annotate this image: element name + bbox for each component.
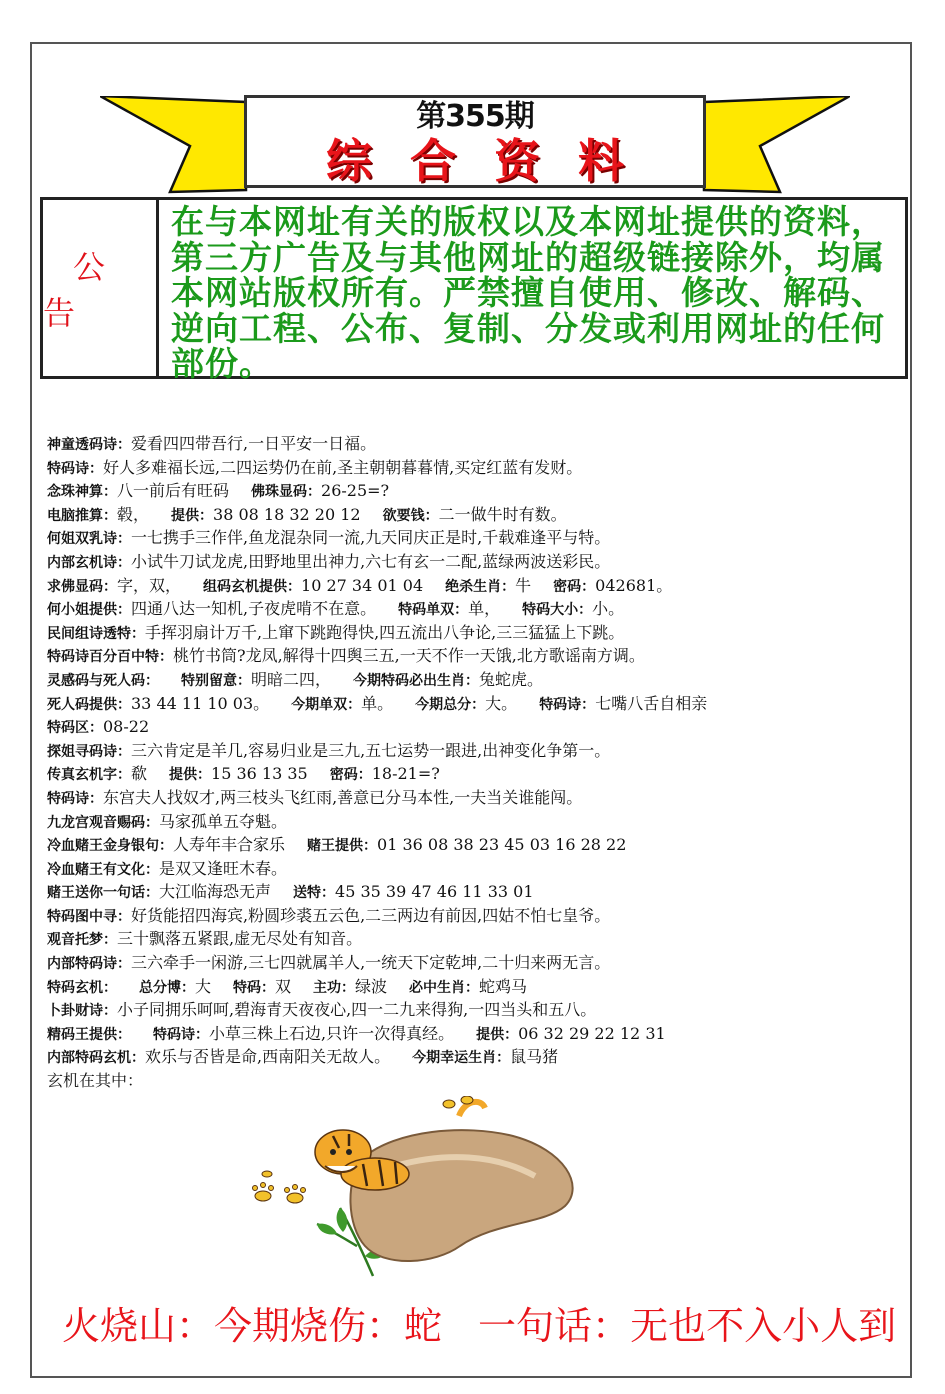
line-label: 密码： [553,578,596,595]
line-label: 内部玄机诗： [47,554,131,571]
line-value: 欢乐与否皆是命,西南阳关无故人。 [145,1047,391,1067]
line-value: 牛 [515,575,532,595]
line-label: 送特： [293,885,336,902]
line-label: 死人码提供： [47,696,131,713]
content-line [47,479,907,503]
line-label: 赌王提供： [307,838,378,855]
line-value: 小试牛刀试龙虎,田野地里出神力,六七有玄一二配,蓝绿两波送彩民。 [131,551,611,571]
content-line [47,904,907,928]
line-label: 绝杀生肖： [445,578,516,595]
line-label: 冷血赌王有文化： [47,861,159,878]
saying-label: 一句话： [478,1304,631,1348]
line-value: 三六肯定是羊几,容易归业是三九,五七运势一跟进,出神变化争第一。 [131,740,611,760]
tiger-illustration [245,1096,635,1286]
content-line [47,550,907,574]
line-value: 大江临海恐无声 [159,882,272,902]
line-label: 特码玄机： [47,979,117,996]
line-label: 特码区： [47,720,103,737]
line-label: 特码图中寻： [47,908,131,925]
content-line [47,810,907,834]
line-label: 今期特码必出生肖： [353,672,480,689]
page-title: 综合资料 [326,134,662,188]
content-line [47,786,907,810]
line-value: 七嘴八舌自相亲 [595,693,708,713]
line-value: 15 36 13 35 [211,764,308,784]
footer-banner [62,1296,912,1356]
line-value: 玄机在其中： [47,1071,144,1091]
issue-number: 第355期 [416,99,534,134]
fire-mountain-label: 火烧山： [62,1304,215,1348]
line-value: 桃竹书筒?龙凤,解得十四舆三五,一天不作一天饿,北方歌谣南方调。 [173,646,645,666]
line-label: 特码诗： [539,696,596,713]
line-value: 手挥羽扇计万千,上窜下跳跑得快,四五流出八争论,三三猛猛上下跳。 [145,622,625,642]
line-value: 08-22 [103,717,150,737]
line-label: 灵感码与死人码： [47,672,159,689]
notice-text: 在与本网址有关的版权以及本网址提供的资料，第三方广告及与其他网址的超级链接除外，均属本网站版权所有。严禁擅自使用、修改、解码、逆向工程、公布、复制、分发或利用网址的任何部份。 [171,202,885,383]
line-value: 好人多难福长远,二四运势仍在前,圣主朝朝暮暮情,买定红蓝有发财。 [103,457,583,477]
line-label: 组码玄机提供： [203,578,302,595]
line-value: 马家孤单五夺魁。 [159,811,288,831]
line-value: 绿波 [355,976,388,996]
content-line [47,739,907,763]
line-value: 26-25=? [321,481,390,501]
content-line [47,432,907,456]
line-label: 提供： [476,1026,519,1043]
line-label: 何小姐提供： [47,602,131,619]
line-label: 特码单双： [398,602,469,619]
content-line [47,833,907,857]
saying-value: 无也不入小人到 [630,1304,897,1348]
notice-box [40,197,908,383]
line-value: 三六牵手一闲游,三七四就属羊人,一统天下定乾坤,二十归来两无言。 [131,953,611,973]
line-label: 今期单双： [291,696,362,713]
line-value: 06 32 29 22 12 31 [518,1023,666,1043]
line-value: 三十飘落五紧跟,虚无尽处有知音。 [117,929,363,949]
line-label: 今期幸运生肖： [412,1050,511,1067]
header-box [244,95,706,188]
content-lines [47,432,907,1093]
line-value: 鼠马猪 [510,1047,559,1067]
line-value: 欷 [131,764,148,784]
line-label: 特码诗百分百中特： [47,649,173,666]
line-label: 电脑推算： [47,507,117,524]
line-value: 18-21=? [371,764,440,784]
line-value: 东宫夫人找奴才,两三枝头飞红雨,善意已分马本性,一夫当关谁能闯。 [103,787,583,807]
line-label: 提供： [171,507,214,524]
burn-value: 蛇 [404,1304,443,1348]
content-line [47,998,907,1022]
line-value: 兔蛇虎。 [479,669,544,689]
line-label: 佛珠显码： [251,484,322,501]
line-value: 好货能招四海宾,粉圆珍裘五云色,二三两边有前因,四姑不怕七皇爷。 [131,905,611,925]
line-value: 10 27 34 01 04 [301,575,424,595]
content-line [47,975,907,999]
line-label: 特码诗： [47,790,103,807]
content-line [47,762,907,786]
line-value: 是双又逢旺木春。 [159,858,288,878]
content-line [47,503,907,527]
ribbon-left-decoration [100,96,250,196]
line-value: 大。 [485,693,518,713]
line-value: 042681。 [595,575,673,595]
line-label: 探姐寻码诗： [47,743,131,760]
line-label: 精码王提供： [47,1026,131,1043]
line-value: 八一前后有旺码 [117,481,230,501]
content-line [47,644,907,668]
line-value: 大 [195,976,212,996]
line-value: 单， [468,599,501,619]
line-value: 01 36 08 38 23 45 03 16 28 22 [377,835,627,855]
line-label: 念珠神算： [47,484,117,501]
content-line [47,621,907,645]
content-line [47,456,907,480]
line-label: 今期总分： [415,696,486,713]
line-value: 爱看四四带吾行,一日平安一日福。 [131,434,377,453]
line-value: 单。 [361,693,394,713]
line-label: 九龙宫观音赐码： [47,814,159,831]
line-value: 明暗二四， [251,669,332,689]
burn-label: 今期烧伤： [214,1304,405,1348]
line-label: 求佛显码： [47,578,117,595]
content-line [47,880,907,904]
line-label: 何姐双乳诗： [47,531,131,548]
line-label: 观音托梦： [47,932,117,949]
line-label: 赌王送你一句话： [47,885,159,902]
notice-label: 公告 [43,200,159,376]
content-line [47,1022,907,1046]
line-value: 双 [275,976,292,996]
line-value: 33 44 11 10 03。 [131,693,270,713]
line-value: 小草三株上石边,只许一次得真经。 [209,1023,455,1043]
line-value: 38 08 18 32 20 12 [213,504,361,524]
content-line [47,526,907,550]
line-label: 卜卦财诗： [47,1003,117,1020]
line-label: 内部特码诗： [47,956,131,973]
line-label: 主功： [313,979,356,996]
line-label: 特别留意： [181,672,251,689]
line-label: 内部特码玄机： [47,1050,145,1067]
content-line [47,574,907,598]
line-value: 四通八达一知机,子夜虎啃不在意。 [131,599,377,619]
line-value: 二一做牛时有数。 [438,504,567,524]
line-value: 蛇鸡马 [479,976,528,996]
content-line [47,1045,907,1069]
line-value: 小子同拥乐呵呵,碧海青天夜夜心,四一二九来得狗,一四当头和五八。 [117,1000,597,1020]
line-value: 人寿年丰合家乐 [173,835,286,855]
line-label: 神童透码诗： [47,437,131,453]
ribbon-right-decoration [700,96,850,196]
content-line [47,668,907,692]
line-label: 特码： [233,979,276,996]
line-label: 必中生肖： [409,979,480,996]
line-value: 字，双， [117,575,182,595]
line-label: 特码诗： [47,460,103,477]
line-value: 小。 [592,599,625,619]
content-line [47,857,907,881]
content-line [47,715,907,739]
line-value: 毂， [117,504,150,524]
content-line [47,692,907,716]
line-value: 一七携手三作伴,鱼龙混杂同一流,九天同庆正是时,千载难逢平与特。 [131,528,611,548]
line-label: 欲要钱： [382,507,439,524]
line-value: 45 35 39 47 46 11 33 01 [335,882,534,902]
line-label: 总分博： [139,979,195,996]
line-label: 特码诗： [153,1026,209,1043]
line-label: 冷血赌王金身银句： [47,838,173,855]
content-line [47,597,907,621]
line-label: 传真玄机字： [47,767,131,784]
content-line [47,1069,907,1093]
content-line [47,951,907,975]
line-label: 密码： [329,767,372,784]
line-label: 提供： [169,767,212,784]
line-label: 民间组诗透特： [47,625,145,642]
line-label: 特码大小： [522,602,593,619]
content-line [47,927,907,951]
